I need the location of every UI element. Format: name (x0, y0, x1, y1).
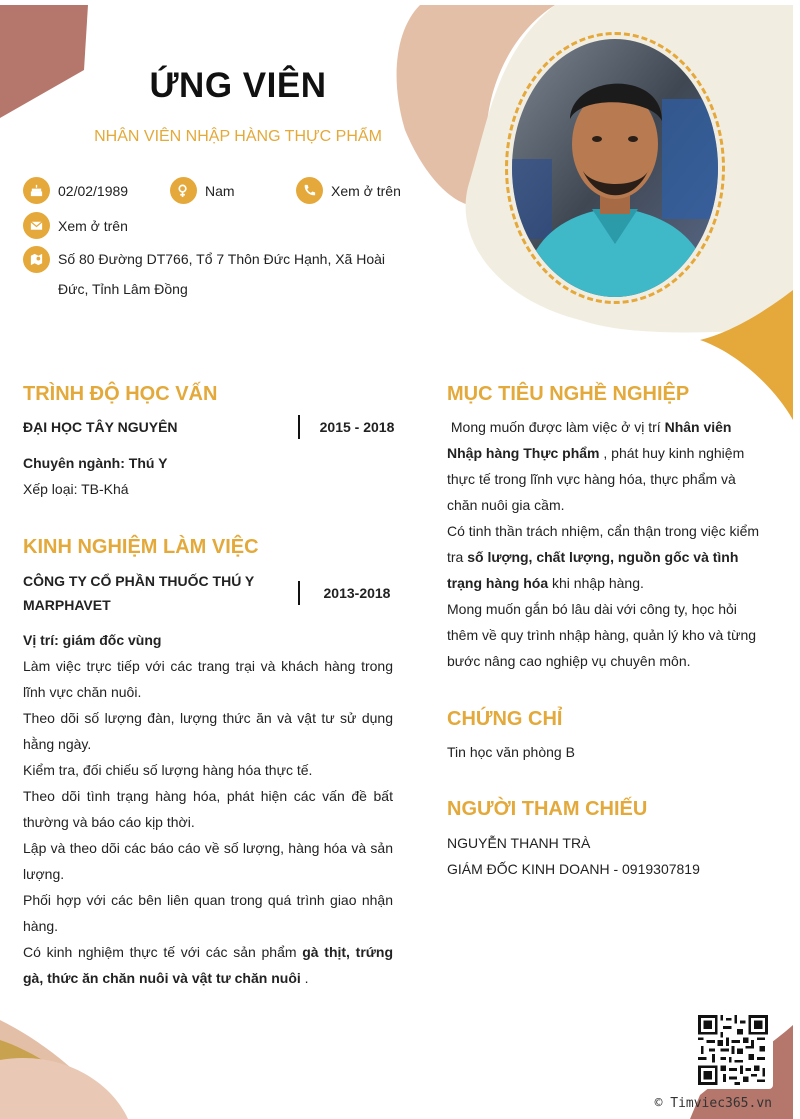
experience-details (23, 627, 393, 991)
experience-item: Theo dõi số lượng đàn, lượng thức ăn và vật tư sử dụng hằng ngày. (23, 710, 393, 752)
objective-heading: MỤC TIÊU NGHỀ NGHIỆP (447, 383, 690, 405)
objective-text-bold: số lượng, chất lượng, nguồn gốc và tình trạng hàng hóa (447, 549, 739, 591)
experience-header-row (23, 569, 402, 617)
footer-credit: © Timviec365.vn (654, 1096, 772, 1111)
objective-paragraph (447, 414, 767, 518)
objective-text-bold: Nhân viên Nhập hàng Thực phẩm (447, 419, 736, 461)
certificate-item: Tin học văn phòng B (447, 744, 575, 760)
experience-item: Lập và theo dõi các báo cáo về số lượng, hàng hóa và sản lượng. (23, 840, 393, 882)
education-major: Chuyên ngành: Thú Y (23, 455, 168, 471)
cake-icon (23, 177, 50, 204)
experience-text: . (300, 970, 309, 986)
experience-item: Theo dõi tình trạng hàng hóa, phát hiện các vấn đề bất thường và báo cáo kịp thời. (23, 788, 393, 830)
avatar (512, 39, 718, 297)
phone-icon (296, 177, 323, 204)
experience-text-bold: gà thịt, trứng gà, thức ăn chăn nuôi và vật tư chăn nuôi (23, 944, 394, 986)
gender-icon (170, 177, 197, 204)
reference-details (447, 830, 767, 882)
education-details (23, 450, 393, 502)
experience-heading: KINH NGHIỆM LÀM VIỆC (23, 536, 259, 558)
divider (298, 581, 300, 605)
experience-item: Làm việc trực tiếp với các trang trại và khách hàng trong lĩnh vực chăn nuôi. (23, 658, 393, 700)
address-line-2: Đức, Tỉnh Lâm Đồng (58, 281, 188, 297)
candidate-name: ỨNG VIÊN (149, 66, 327, 105)
candidate-photo (512, 39, 718, 297)
gender-value: Nam (205, 182, 235, 199)
experience-item: Kiểm tra, đối chiếu số lượng hàng hóa thực tế. (23, 762, 313, 778)
objective-text: Có tinh thần trách nhiệm, cẩn thận trong việc kiểm tra (447, 523, 760, 565)
objective-paragraph (447, 518, 767, 596)
objective-text: Mong muốn được làm việc ở vị trí (447, 419, 665, 435)
map-icon (23, 246, 50, 273)
objective-paragraph: Mong muốn gắn bó lâu dài với công ty, học hỏi thêm về quy trình nhập hàng, quản lý kho và từng bước nâng cao nghiệp vụ chuyên môn. (447, 601, 757, 669)
address-line-1: Số 80 Đường DT766, Tổ 7 Thôn Đức Hạnh, Xã Hoài (58, 251, 386, 267)
school-name: ĐẠI HỌC TÂY NGUYÊN (23, 419, 178, 435)
objective-text: khi nhập hàng. (548, 575, 644, 591)
education-heading: TRÌNH ĐỘ HỌC VẤN (23, 383, 218, 405)
qr-code-icon (697, 1015, 769, 1085)
experience-item (23, 939, 393, 991)
job-position: NHÂN VIÊN NHẬP HÀNG THỰC PHẨM (94, 128, 382, 145)
experience-years: 2013-2018 (323, 585, 391, 601)
address-row (23, 246, 403, 304)
experience-item: Phối hợp với các bên liên quan trong quá trình giao nhận hàng. (23, 892, 393, 934)
education-header-row (23, 415, 402, 439)
birthday-row (23, 177, 128, 204)
email-value: Xem ở trên (58, 217, 128, 234)
company-name-line-1: CÔNG TY CỔ PHẦN THUỐC THÚ Y (23, 573, 255, 589)
mail-icon (23, 212, 50, 239)
education-years: 2015 - 2018 (319, 419, 395, 435)
phone-row (296, 177, 401, 204)
reference-detail: GIÁM ĐỐC KINH DOANH - 0919307819 (447, 861, 700, 877)
experience-role: Vị trí: giám đốc vùng (23, 632, 162, 648)
divider (298, 415, 300, 439)
certificates-heading: CHỨNG CHỈ (447, 708, 563, 730)
birthday-value: 02/02/1989 (58, 182, 129, 199)
qr-code (693, 1011, 773, 1089)
experience-text: Có kinh nghiệm thực tế với các sản phẩm (23, 944, 303, 960)
education-rank: Xếp loại: TB-Khá (23, 481, 129, 497)
company-name (23, 569, 298, 617)
phone-value: Xem ở trên (331, 182, 401, 199)
company-name-line-2: MARPHAVET (23, 597, 111, 613)
reference-name: NGUYỄN THANH TRÀ (447, 835, 591, 851)
reference-heading: NGƯỜI THAM CHIẾU (447, 798, 648, 820)
objective-text: , phát huy kinh nghiệm thực tế trong lĩnh vực hàng hóa, thực phẩm và chăn nuôi gia cầm. (447, 445, 749, 513)
objective-text (447, 414, 767, 674)
gender-row (170, 177, 235, 204)
email-row (23, 212, 128, 239)
